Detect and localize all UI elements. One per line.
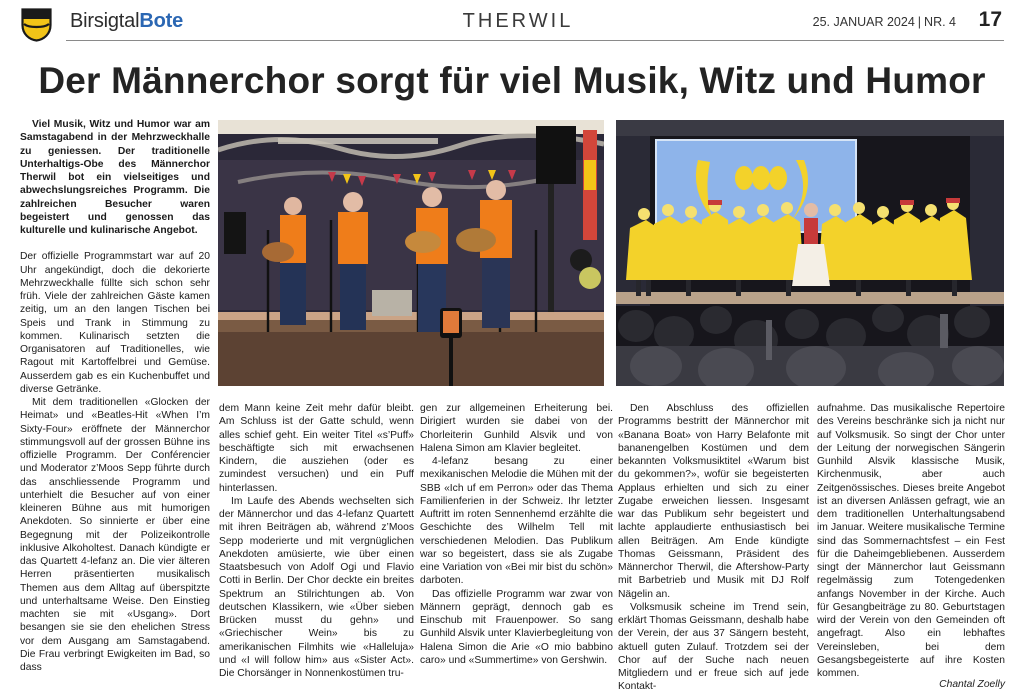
paragraph: 4-lefanz besang zu einer mexikanischen Melodie die Mühen mit der SBB «Ich uf em Perron» oder das Thema Familienferien in der Schweiz. Ihr letzter Auftritt im roten Sennenhemd erzählte die Geschichte des Wilhelm Tell mit verschiedenen Melodien. Das Publikum war so begeistert, dass sie als Zugabe eine Variation von «Bei mir bist du schön» darboten. <box>420 456 613 587</box>
paragraph: Der offizielle Programmstart war auf 20 Uhr angekündigt, doch die dekorierte Mehrzweckhalle füllte sich schon sehr früh. Viele der zahlreichen Gäste kamen zeitig, um an den langen Tischen bei Speis und Trank in Stimmung zu kommen. Kulinarisch setzten die Organisatoren auf Traditionelles, wie Ragout mit Kartoffelbrei und Gemüse. Ausserdem gab es ein Kuchenbuffet und diverse Getränke. <box>20 251 210 395</box>
article-author: Chantal Zoelly <box>939 679 1005 690</box>
article-column-3 <box>420 402 613 692</box>
paragraph: dem Mann keine Zeit mehr dafür bleibt. Am Schluss ist der Gatte schuld, wenn alles schief geht. Ein weiter Titel «s’Puff» beschäftigte sich mit erwachsenen Kindern, die ausziehen (oder es zumindest versuchen) und ein Puff hinterlassen. <box>219 403 414 494</box>
quartet-photo-illustration <box>218 120 604 386</box>
issue-date: 25. JANUAR 2024 <box>812 15 915 29</box>
paragraph: Mit dem traditionellen «Glocken der Heimat» und «Beatles-Hit «When I’m Sixty-Four» eröffnete der Männerchor stimmungsvoll auf der grossen Bühne ins offizielle Programm. Der Conférencier und Moderator z’Moos Sepp führte durch das anschliessende Programm und unterhielt die Besucher auf von einer kleineren Bühne aus mit humorigen Anekdoten. So sinnierte er über eine Begegnung mit der Polizeikontrolle inklusive Alkoholtest. Danach kündigte er das Quartett 4-lefanz an. Die vier älteren Herren präsentierten musikalisch Themen aus dem Alltag auf überspitzte und unterhaltsame Weise. Den Einstieg machten sie mit «Usgang». Dort besangen sie sie den ehelichen Stress vor dem Ausgang am Samstagabend. Die Frau verbringt Ewigkeiten im Bad, so dass <box>20 397 210 673</box>
photo-banana-choir[interactable] <box>616 120 1004 386</box>
issue-number: NR. 4 <box>924 15 956 29</box>
paragraph: Das offizielle Programm war zwar von Männern geprägt, dennoch gab es Einschub mit Frauenpower. So sang Gunhild Alsvik unter Klavierbegleitung von Halena Simon die Arie «O mio babbino caro» und «Summertime» von Gershwin. <box>420 588 613 666</box>
masthead-rule <box>66 40 1004 41</box>
page-number: 17 <box>978 8 1002 31</box>
paragraph: gen zur allgemeinen Erheiterung bei. Dirigiert wurden sie dabei von der Chorleiterin Gunhild Alsvik und von Halena Simon am Klavier begleitet. <box>420 403 613 454</box>
paragraph: Volksmusik scheine im Trend sein, erklärt Thomas Geissmann, deshalb habe der Verein, der aus 37 Sängern besteht, aktuell guten Zulauf. Trotzdem sei der Chor auf der Suche nach neuen Mitgliedern und er freue sich auf jede Kontakt- <box>618 601 809 692</box>
brand-part-2: Bote <box>139 10 183 32</box>
paragraph: aufnahme. Das musikalische Repertoire des Vereins beschränke sich ja nicht nur auf Volksmusik. So singt der Chor unter der Leitung der norwegischen Sängerin Gunhild Alsvik klassische Musik, Kirchenmusik, aber auch Zeitgenössisches. Dieses breite Angebot ist an diversen Anlässen gefragt, wie an dem traditionellen Unterhaltungsabend im Januar. Weitere musikalische Termine sind das Sommernachtsfest – ein Fest für die Daheimgebliebenen. Ausserdem singt der Männerchor laut Geissmann regelmässig zum Totengedenken anfangs November in der Kirche. Auch für Gesangbeiträge zu 80. Geburtstagen wird der Verein von den Gemeinden oft angefragt. Also ein lebhaftes Vereinsleben, bei dem Gesangsbegeisterte auf ihre Kosten kommen. <box>817 403 1005 679</box>
masthead <box>0 0 1024 42</box>
article-column-5 <box>817 402 1005 692</box>
section-locality: THERWIL <box>462 10 574 32</box>
article-column-1 <box>20 118 210 690</box>
article-column-4 <box>618 402 809 692</box>
issue-separator: | <box>917 15 922 29</box>
paragraph: Im Laufe des Abends wechselten sich der Männerchor und das 4-lefanz Quartett mit ihren Beiträgen ab, während z’Moos Sepp moderierte und mit vergnüglichen Anekdoten amüsierte, wie über einen Staatsbesuch von Adolf Ogi und Flavio Cotti in Berlin. Der Chor deckte ein breites Spektrum an Stilrichtungen ab. Von deutschen Klassikern, wie «Über sieben Brücken musst du gehn» und «Griechischer Wein» bis zu amerikanischen Filmhits wie «Halleluja» und «I will follow him» aus «Sister Act». Die Chorsänger in Nonnenkostümen tru- <box>219 495 414 679</box>
brand-part-1: Birsigtal <box>70 10 140 32</box>
article-column-2 <box>219 402 414 692</box>
photo-quartet-on-stage[interactable] <box>218 120 604 386</box>
issue-info <box>813 14 956 30</box>
banana-choir-photo-illustration <box>616 120 1004 386</box>
article-headline: Der Männerchor sorgt für viel Musik, Witz und Humor <box>38 60 986 101</box>
paragraph: Den Abschluss des offiziellen Programms bestritt der Männerchor mit «Banana Boat» von Harry Belafonte mit bananengelben Kostümen und dem bekannten Volksmusiktitel «Warum bist du gekommen?», wofür sie begeisterten Applaus erhielten und sich zu einer Zugabe erweichen liessen. Insgesamt war das Publikum sehr begeistert und lachte applaudierte enthusiastisch bei allen Beiträgen. Am Ende kündigte Thomas Geissmann, Präsident des Männerchor Therwil, die Aftershow-Party mit Barbetrieb und Musik mit DJ Rolf Nägelin an. <box>618 403 809 600</box>
article-lead: Viel Musik, Witz und Humor war am Samstagabend in der Mehrzweckhalle zu geniessen. Der traditionelle Unterhaltigs-Obe des Männerchor Therwil bot ein vielseitiges und abwechslungsreiches Programm. Die zahlreichen Besucher waren begeistert und genossen das kulturelle und kulinarische Angebot. <box>20 119 210 236</box>
